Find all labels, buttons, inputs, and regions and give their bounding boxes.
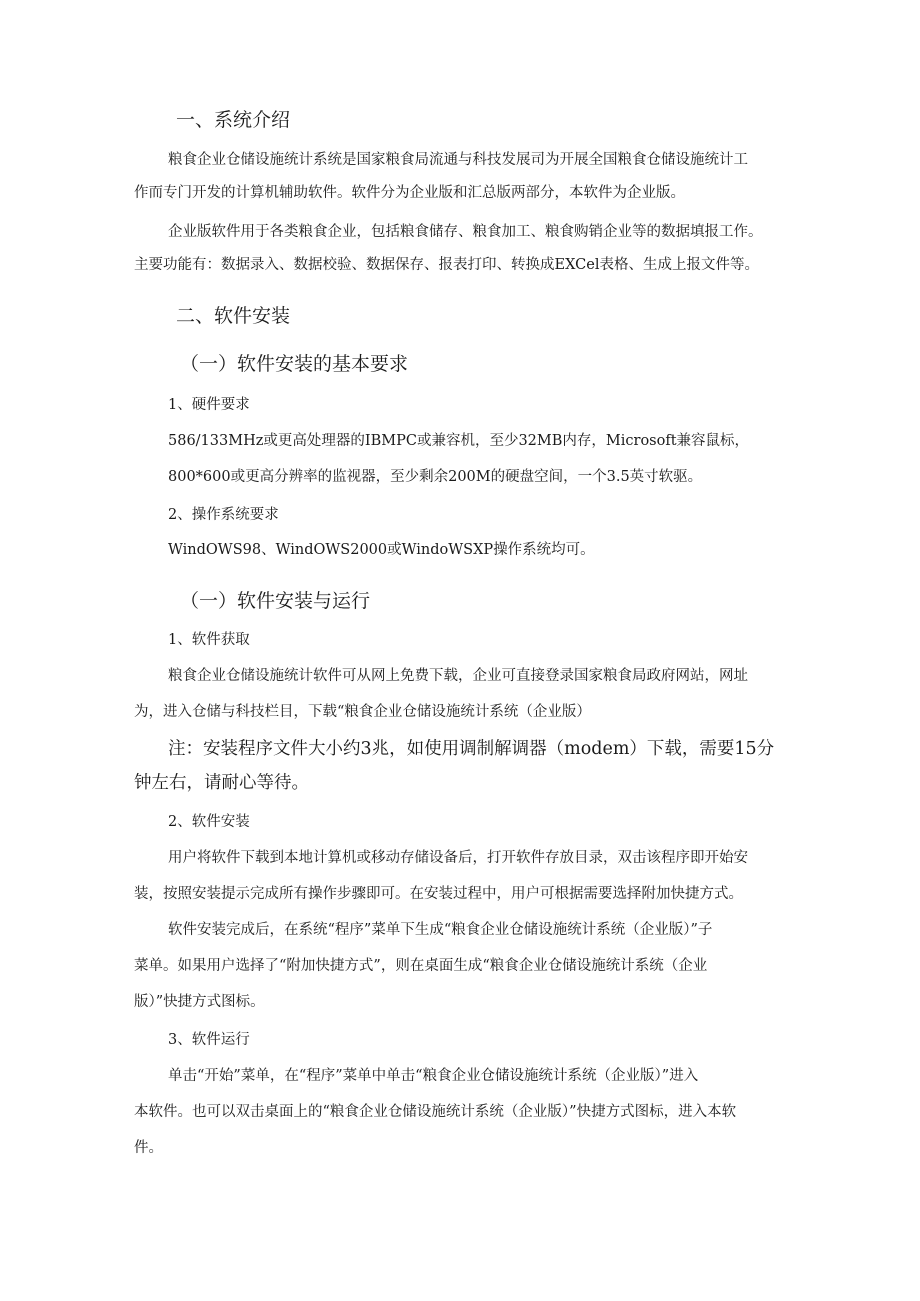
subsection-2-title: （一）软件安装与运行	[180, 590, 371, 612]
section-2-title: 二、软件安装	[176, 305, 291, 327]
software-acquisition-line-2: 为，进入仓储与科技栏目，下载“粮食企业仓储设施统计系统（企业版）	[134, 704, 591, 720]
os-requirements-title: 2、操作系统要求	[168, 507, 279, 523]
download-note-line-1: 注：安装程序文件大小约3兆，如使用调制解调器（modem）下载，需要15分	[168, 739, 775, 759]
software-run-line-2: 本软件。也可以双击桌面上的“粮食企业仓储设施统计系统（企业版）”快捷方式图标，进入本软	[134, 1104, 737, 1120]
software-acquisition-title: 1、软件获取	[168, 632, 250, 648]
software-run-title: 3、软件运行	[168, 1032, 250, 1048]
software-install-title: 2、软件安装	[168, 814, 250, 830]
intro-para-1-line-2: 作而专门开发的计算机辅助软件。软件分为企业版和汇总版两部分，本软件为企业版。	[134, 185, 685, 201]
intro-para-2-line-2: 主要功能有：数据录入、数据校验、数据保存、报表打印、转换成EXCel表格、生成上报文件等。	[134, 257, 759, 273]
intro-para-2-line-1: 企业版软件用于各类粮食企业，包括粮食储存、粮食加工、粮食购销企业等的数据填报工作。	[168, 224, 763, 240]
section-1-title: 一、系统介绍	[176, 109, 291, 131]
os-requirements-line-1: WindOWS98、WindOWS2000或WindoWSXP操作系统均可。	[168, 542, 595, 558]
software-install-line-1: 用户将软件下载到本地计算机或移动存储设备后，打开软件存放目录，双击该程序即开始安	[168, 850, 748, 866]
hardware-requirements-title: 1、硬件要求	[168, 397, 250, 413]
hardware-requirements-line-1: 586/133MHz或更高处理器的IBMPC或兼容机，至少32MB内存，Microsoft兼容鼠标，	[168, 433, 750, 449]
software-install-line-2: 装，按照安装提示完成所有操作步骤即可。在安装过程中，用户可根据需要选择附加快捷方式。	[134, 886, 743, 902]
install-complete-line-2: 菜单。如果用户选择了“附加快捷方式”，则在桌面生成“粮食企业仓储设施统计系统（企业	[134, 958, 708, 974]
install-complete-line-1: 软件安装完成后，在系统“程序”菜单下生成“粮食企业仓储设施统计系统（企业版）”子	[168, 922, 713, 938]
download-note-line-2: 钟左右，请耐心等待。	[134, 773, 309, 793]
software-run-line-1: 单击“开始”菜单，在“程序”菜单中单击“粮食企业仓储设施统计系统（企业版）”进入	[168, 1068, 699, 1084]
intro-para-1-line-1: 粮食企业仓储设施统计系统是国家粮食局流通与科技发展司为开展全国粮食仓储设施统计工	[168, 152, 748, 168]
software-run-line-3: 件。	[134, 1140, 163, 1156]
subsection-1-title: （一）软件安装的基本要求	[180, 353, 409, 375]
install-complete-line-3: 版）”快捷方式图标。	[134, 994, 265, 1010]
hardware-requirements-line-2: 800*600或更高分辨率的监视器，至少剩余200M的硬盘空间，一个3.5英寸软驱。	[168, 469, 703, 485]
software-acquisition-line-1: 粮食企业仓储设施统计软件可从网上免费下载，企业可直接登录国家粮食局政府网站，网址	[168, 668, 748, 684]
